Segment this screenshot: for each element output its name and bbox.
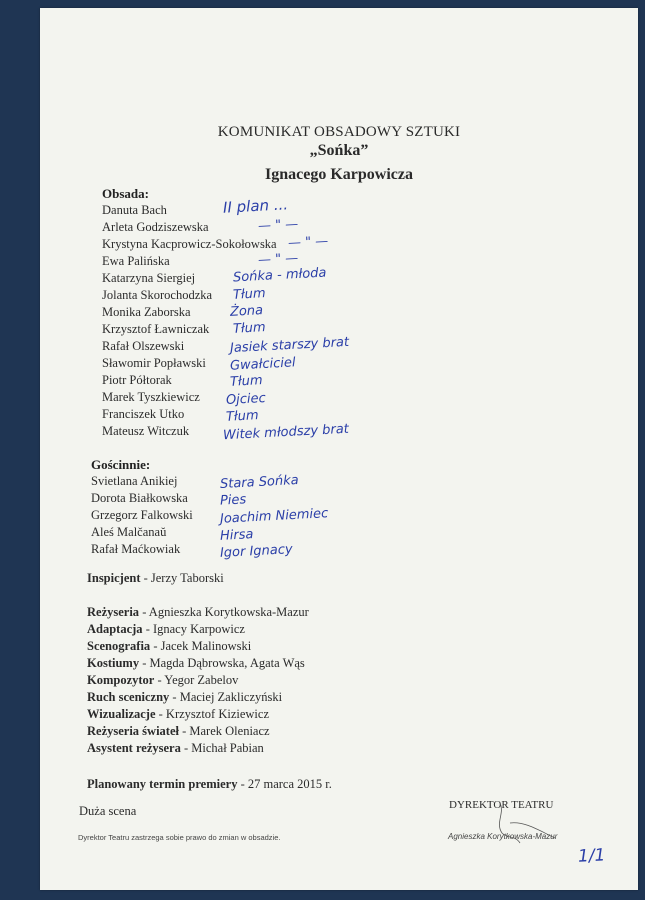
cast-name: Ewa Palińska xyxy=(102,254,170,268)
credit-value: - Marek Oleniacz xyxy=(178,724,270,738)
credit-label: Kompozytor xyxy=(87,673,155,687)
cast-name: Franciszek Utko xyxy=(102,407,185,421)
guest-handwritten-note: Joachim Niemiec xyxy=(219,506,329,527)
credit-label: Reżyseria xyxy=(87,605,140,619)
premiere-value: - 27 marca 2015 r. xyxy=(237,777,332,791)
cast-name: Krystyna Kacprowicz-Sokołowska xyxy=(102,237,277,251)
cast-handwritten-note: Tłum xyxy=(232,320,266,337)
cast-name: Katarzyna Siergiej xyxy=(102,271,196,285)
cast-name: Krzysztof Ławniczak xyxy=(102,322,210,336)
cast-name: Jolanta Skorochodzka xyxy=(102,288,213,302)
credit-label: Kostiumy xyxy=(87,656,140,670)
credit-line xyxy=(87,622,245,637)
inspicjent-value: - Jerzy Taborski xyxy=(140,571,224,585)
cast-name: Arleta Godziszewska xyxy=(102,220,209,234)
credit-value: - Krzysztof Kiziewicz xyxy=(155,707,269,721)
credit-value: - Jacek Malinowski xyxy=(150,639,252,653)
credit-line xyxy=(87,741,264,756)
credit-line xyxy=(87,639,251,654)
cast-handwritten-note: Gwałciciel xyxy=(229,355,296,374)
credit-line xyxy=(87,673,238,688)
disclaimer-text: Dyrektor Teatru zastrzega sobie prawo do zmian w obsadzie. xyxy=(78,833,281,842)
guest-name: Dorota Białkowska xyxy=(91,491,188,505)
guest-name: Aleś Malčanaŭ xyxy=(91,525,167,539)
credit-value: - Magda Dąbrowska, Agata Wąs xyxy=(139,656,305,670)
cast-name: Marek Tyszkiewicz xyxy=(102,390,200,404)
cast-heading: Obsada: xyxy=(102,186,149,201)
page-mark: 1/1 xyxy=(577,845,606,867)
guest-name: Grzegorz Falkowski xyxy=(91,508,193,522)
inspicjent-label: Inspicjent xyxy=(87,571,141,585)
director-signature xyxy=(480,793,560,853)
cast-handwritten-note: Ojciec xyxy=(225,390,267,409)
credit-line xyxy=(87,656,305,671)
credit-value: - Ignacy Karpowicz xyxy=(142,622,245,636)
cast-handwritten-note: Sońka - młoda xyxy=(232,265,327,286)
credit-value: - Yegor Zabelov xyxy=(154,673,239,687)
cast-name: Monika Zaborska xyxy=(102,305,191,319)
guest-handwritten-note: Pies xyxy=(219,492,247,509)
cast-handwritten-note: — " — xyxy=(257,216,299,235)
credit-label: Scenografia xyxy=(87,639,151,653)
cast-name: Piotr Półtorak xyxy=(102,373,172,387)
cast-handwritten-note: Tłum xyxy=(229,373,263,390)
credit-label: Adaptacja xyxy=(87,622,143,636)
title-play-name: „Sońka” xyxy=(309,142,369,159)
cast-handwritten-note: — " — xyxy=(257,250,299,269)
cast-name: Mateusz Witczuk xyxy=(102,424,190,438)
cast-name: Rafał Olszewski xyxy=(102,339,185,353)
director-name: Agnieszka Korytkowska-Mazur xyxy=(448,832,558,841)
guest-handwritten-note: Stara Sońka xyxy=(219,472,300,493)
credit-label: Reżyseria świateł xyxy=(87,724,179,738)
guest-handwritten-note: Igor Ignacy xyxy=(219,542,293,561)
credit-line xyxy=(87,690,282,705)
credit-value: - Michał Pabian xyxy=(180,741,264,755)
cast-handwritten-note: Żona xyxy=(229,303,264,320)
credit-value: - Agnieszka Korytkowska-Mazur xyxy=(139,605,309,619)
title-author: Ignacego Karpowicza xyxy=(265,166,413,183)
credit-line xyxy=(87,605,309,620)
credit-label: Ruch sceniczny xyxy=(87,690,170,704)
credit-label: Wizualizacje xyxy=(87,707,156,721)
cast-handwritten-note: Tłum xyxy=(232,286,266,303)
credit-value: - Maciej Zakliczyński xyxy=(169,690,283,704)
premiere-label: Planowany termin premiery xyxy=(87,777,238,791)
cast-handwritten-note: — " — xyxy=(287,233,329,252)
document-page xyxy=(40,8,638,890)
credit-line xyxy=(87,707,269,722)
credit-label: Asystent reżysera xyxy=(87,741,181,755)
cast-name: Sławomir Popławski xyxy=(102,356,206,370)
inspicjent-line xyxy=(87,571,224,586)
director-title: DYREKTOR TEATRU xyxy=(449,799,554,811)
credit-line xyxy=(87,724,270,739)
guest-name: Rafał Maćkowiak xyxy=(91,542,181,556)
cast-handwritten-note: Witek młodszy brat xyxy=(222,421,350,444)
premiere-line xyxy=(87,777,332,792)
stage-label: Duża scena xyxy=(79,804,137,818)
cast-handwritten-note: Jasiek starszy brat xyxy=(229,334,350,357)
title-line-1: KOMUNIKAT OBSADOWY SZTUKI xyxy=(217,124,461,140)
guests-heading: Gościnnie: xyxy=(91,457,151,472)
guest-handwritten-note: Hirsa xyxy=(219,527,254,544)
cast-name: Danuta Bach xyxy=(102,203,167,217)
cast-handwritten-note: II plan ... xyxy=(222,195,289,217)
guest-name: Svietlana Anikiej xyxy=(91,474,178,488)
cast-handwritten-note: Tłum xyxy=(225,408,259,425)
